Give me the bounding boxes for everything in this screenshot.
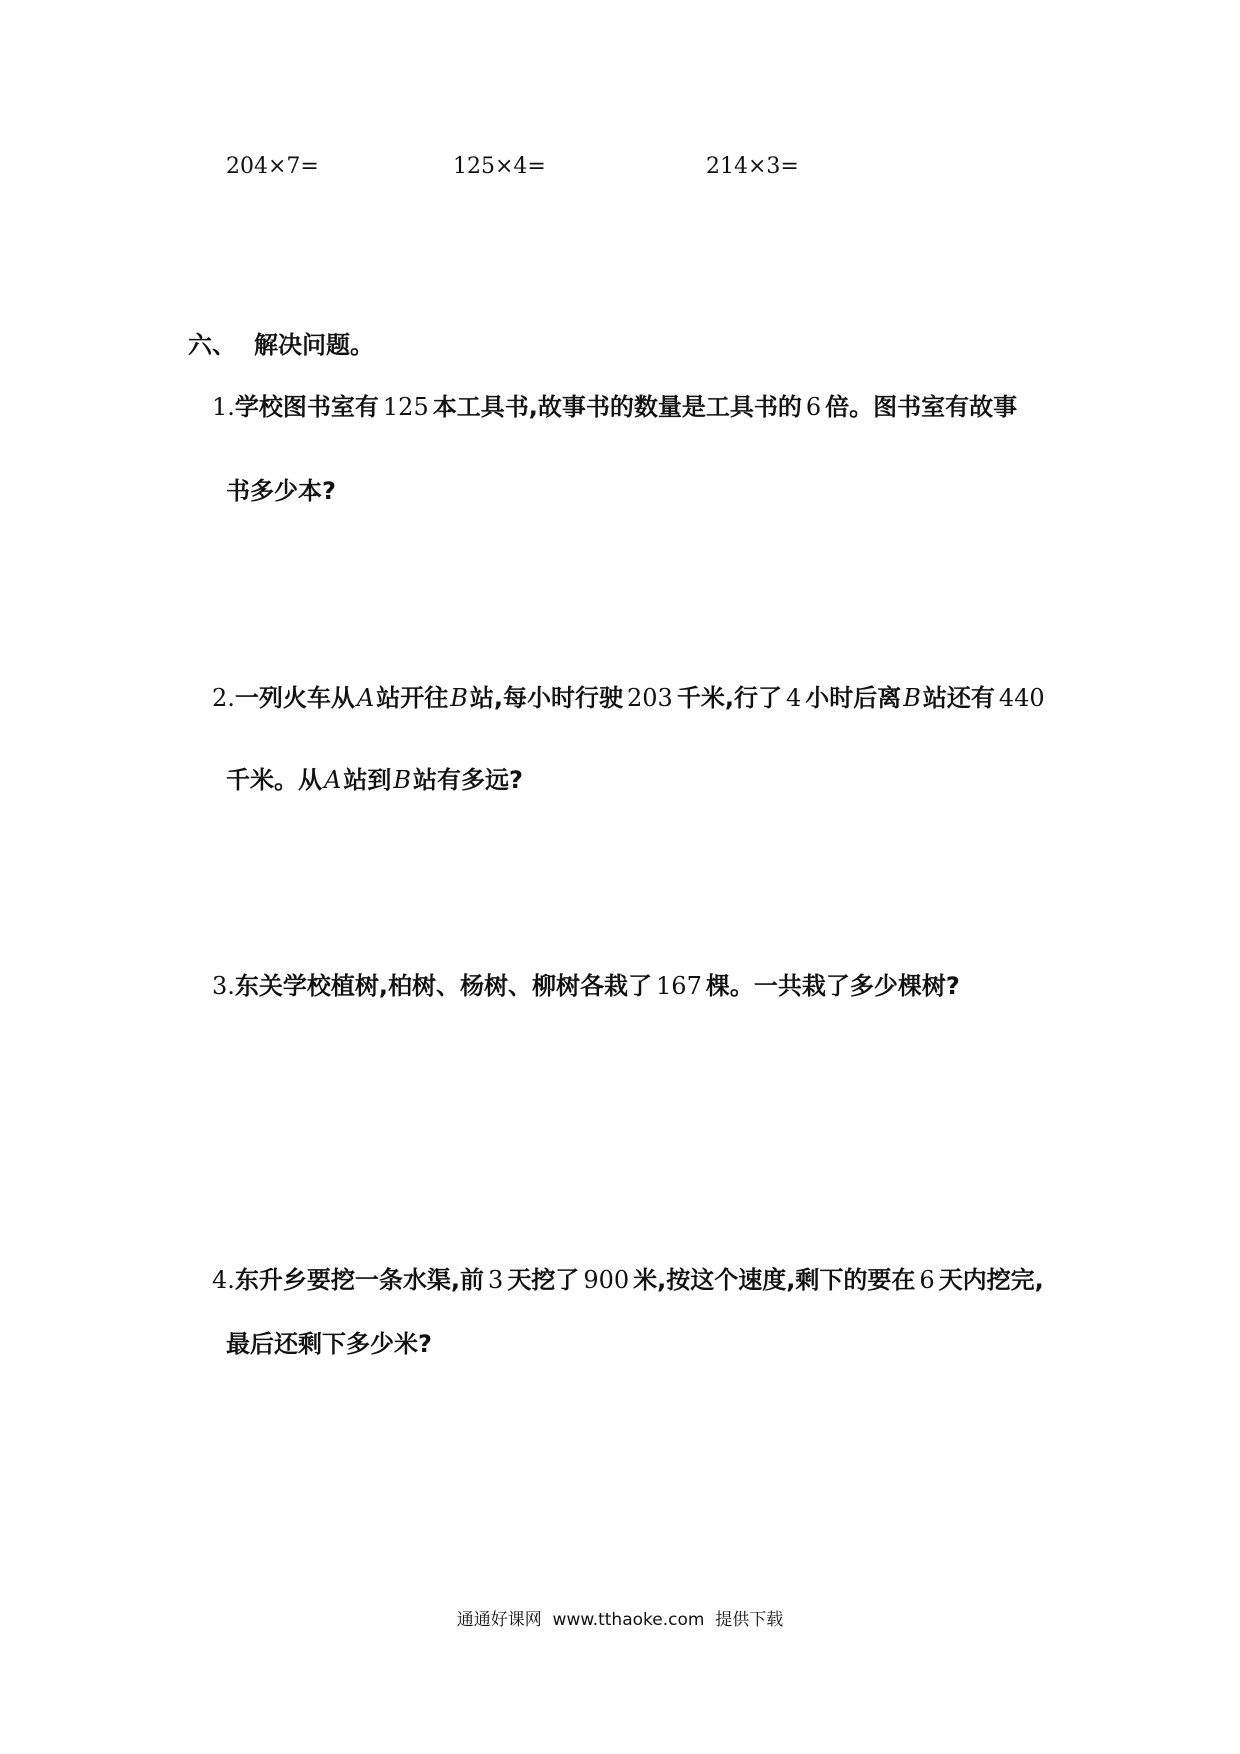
text-segment: 天内挖完, — [938, 1266, 1044, 1294]
text-segment: 倍。图书室有故事 — [825, 393, 1018, 421]
text-segment: 棵。一共栽了多少棵树? — [705, 972, 960, 1000]
problem-1-line-2 — [226, 474, 336, 508]
text-segment: 站还有 — [922, 684, 995, 712]
number: 6 — [919, 1266, 935, 1294]
number: 900 — [583, 1266, 630, 1294]
number: 125 — [382, 393, 429, 421]
problem-1-line-1 — [212, 390, 1017, 424]
text-segment: 天挖了 — [507, 1266, 580, 1294]
variable: A — [356, 684, 375, 712]
problem-3-line-1 — [212, 969, 960, 1003]
problem-2-line-1 — [212, 681, 1049, 715]
footer-credit: 通通好课网 www.tthaoke.com 提供下载 — [456, 1610, 784, 1630]
number: 440 — [998, 684, 1045, 712]
variable: B — [393, 766, 411, 794]
problem-2-index: 2. — [212, 684, 235, 712]
text-segment: 米,按这个速度,剩下的要在 — [633, 1266, 916, 1294]
text-segment: 千米,行了 — [676, 684, 782, 712]
number: 6 — [805, 393, 822, 421]
problem-1-index: 1. — [212, 393, 235, 421]
variable: B — [903, 684, 921, 712]
text-segment: 本工具书,故事书的数量是工具书的 — [432, 393, 802, 421]
text-segment: 站开往 — [376, 684, 449, 712]
problem-4-index: 4. — [212, 1266, 235, 1294]
text-segment: 站,每小时行驶 — [469, 684, 624, 712]
number: 203 — [627, 684, 673, 712]
calculation-item: 214×3= — [706, 154, 799, 179]
problem-4-line-2 — [226, 1327, 432, 1361]
number: 3 — [488, 1266, 504, 1294]
variable: B — [450, 684, 468, 712]
problem-4-line-1 — [212, 1263, 1044, 1297]
number: 4 — [785, 684, 802, 712]
text-segment: 千米。从 — [226, 766, 322, 794]
section-heading — [188, 328, 374, 362]
calculation-item: 125×4= — [453, 154, 546, 179]
section-number: 六、 — [188, 331, 236, 359]
calculation-item: 204×7= — [226, 154, 319, 179]
variable: A — [324, 766, 342, 794]
text-segment: 书多少本? — [226, 477, 336, 505]
text-segment: 站有多远? — [412, 766, 523, 794]
text-segment: 东关学校植树,柏树、杨树、柳树各栽了 — [234, 972, 653, 1000]
text-segment: 学校图书室有 — [234, 393, 379, 421]
problem-3-index: 3. — [212, 972, 235, 1000]
problem-2-line-2 — [226, 763, 523, 797]
section-title: 解决问题。 — [254, 331, 374, 359]
number: 167 — [656, 972, 702, 1000]
text-segment: 东升乡要挖一条水渠,前 — [234, 1266, 485, 1294]
text-segment: 小时后离 — [805, 684, 902, 712]
text-segment: 一列火车从 — [234, 684, 355, 712]
text-segment: 站到 — [343, 766, 392, 794]
text-segment: 最后还剩下多少米? — [226, 1330, 432, 1358]
